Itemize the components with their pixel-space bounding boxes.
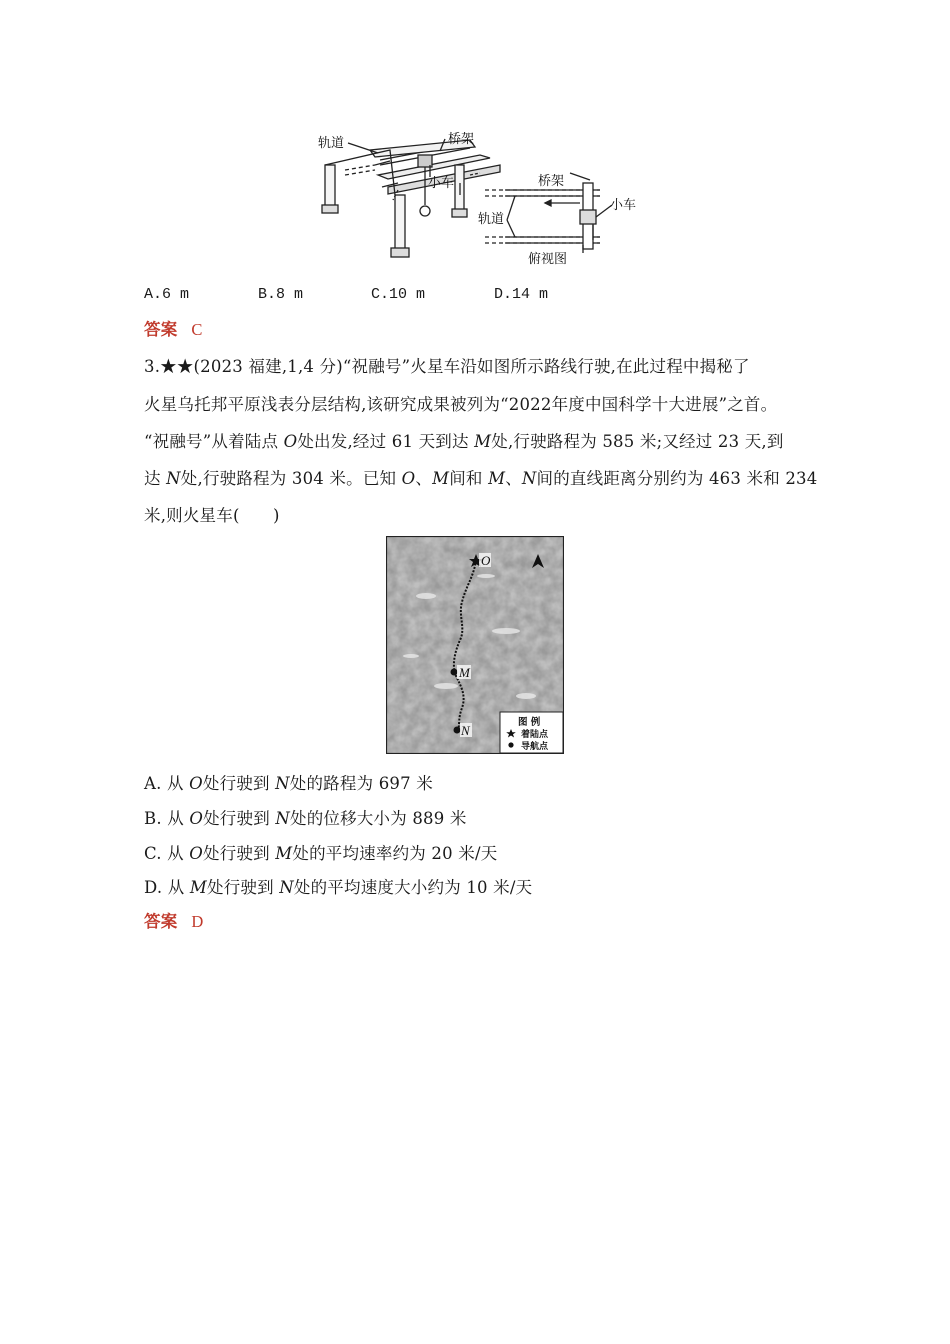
q3-stem-line3: “祝融号”从着陆点 O处出发,经过 61 天到达 M处,行驶路程为 585 米;又经过 23 天,到 <box>144 432 784 451</box>
q2-option-b: B.8 m <box>258 286 304 303</box>
legend-title: 图 例 <box>518 717 541 728</box>
answer-label: 答案 <box>144 320 178 339</box>
q3-option-d: D. 从 M处行驶到 N处的平均速度大小约为 10 米/天 <box>144 878 533 897</box>
answer-label: 答案 <box>144 912 178 931</box>
answer-value: D <box>191 912 204 931</box>
q2-option-c: C.10 m <box>371 286 426 303</box>
q3-stem-line5: 米,则火星车( ) <box>144 506 280 525</box>
q2-option-a: A.6 m <box>144 286 190 303</box>
q3-option-c: C. 从 O处行驶到 M处的平均速率约为 20 米/天 <box>144 844 498 863</box>
q2-option-d: D.14 m <box>494 286 549 303</box>
label-track-top: 轨道 <box>478 212 505 227</box>
q3-stem-line4: 达 N处,行驶路程为 304 米。已知 O、M间和 M、N间的直线距离分别约为 463 米和 234 <box>144 469 818 488</box>
q3-stem-line1: 3.★★(2023 福建,1,4 分)“祝融号”火星车沿如图所示路线行驶,在此过程中揭秘了 <box>144 357 750 376</box>
label-bridge: 桥架 <box>448 132 475 147</box>
crane-figure <box>300 125 660 270</box>
mars-route-map <box>386 536 564 754</box>
answer-value: C <box>191 320 203 339</box>
q2-answer <box>144 319 203 341</box>
q3-stem-line2: 火星乌托邦平原浅表分层结构,该研究成果被列为“2022年度中国科学十大进展”之首。 <box>144 395 778 414</box>
legend-nav: 导航点 <box>521 742 549 752</box>
label-bridge-top: 桥架 <box>538 174 565 189</box>
label-cart-top: 小车 <box>610 198 637 213</box>
q3-option-b: B. 从 O处行驶到 N处的位移大小为 889 米 <box>144 809 467 828</box>
legend-dot-icon <box>508 742 513 747</box>
point-m-label: M <box>459 665 470 680</box>
q3-answer <box>144 911 204 933</box>
label-cart: 小车 <box>428 176 455 191</box>
point-n-label: N <box>461 723 470 738</box>
nav-point-n <box>454 727 461 734</box>
point-o-label: O <box>481 553 491 568</box>
map-legend <box>500 712 563 753</box>
q3-option-a: A. 从 O处行驶到 N处的路程为 697 米 <box>144 774 433 793</box>
nav-point-m <box>451 669 458 676</box>
legend-landing: 着陆点 <box>521 730 549 740</box>
label-track: 轨道 <box>318 136 345 151</box>
label-topview: 俯视图 <box>528 252 568 267</box>
